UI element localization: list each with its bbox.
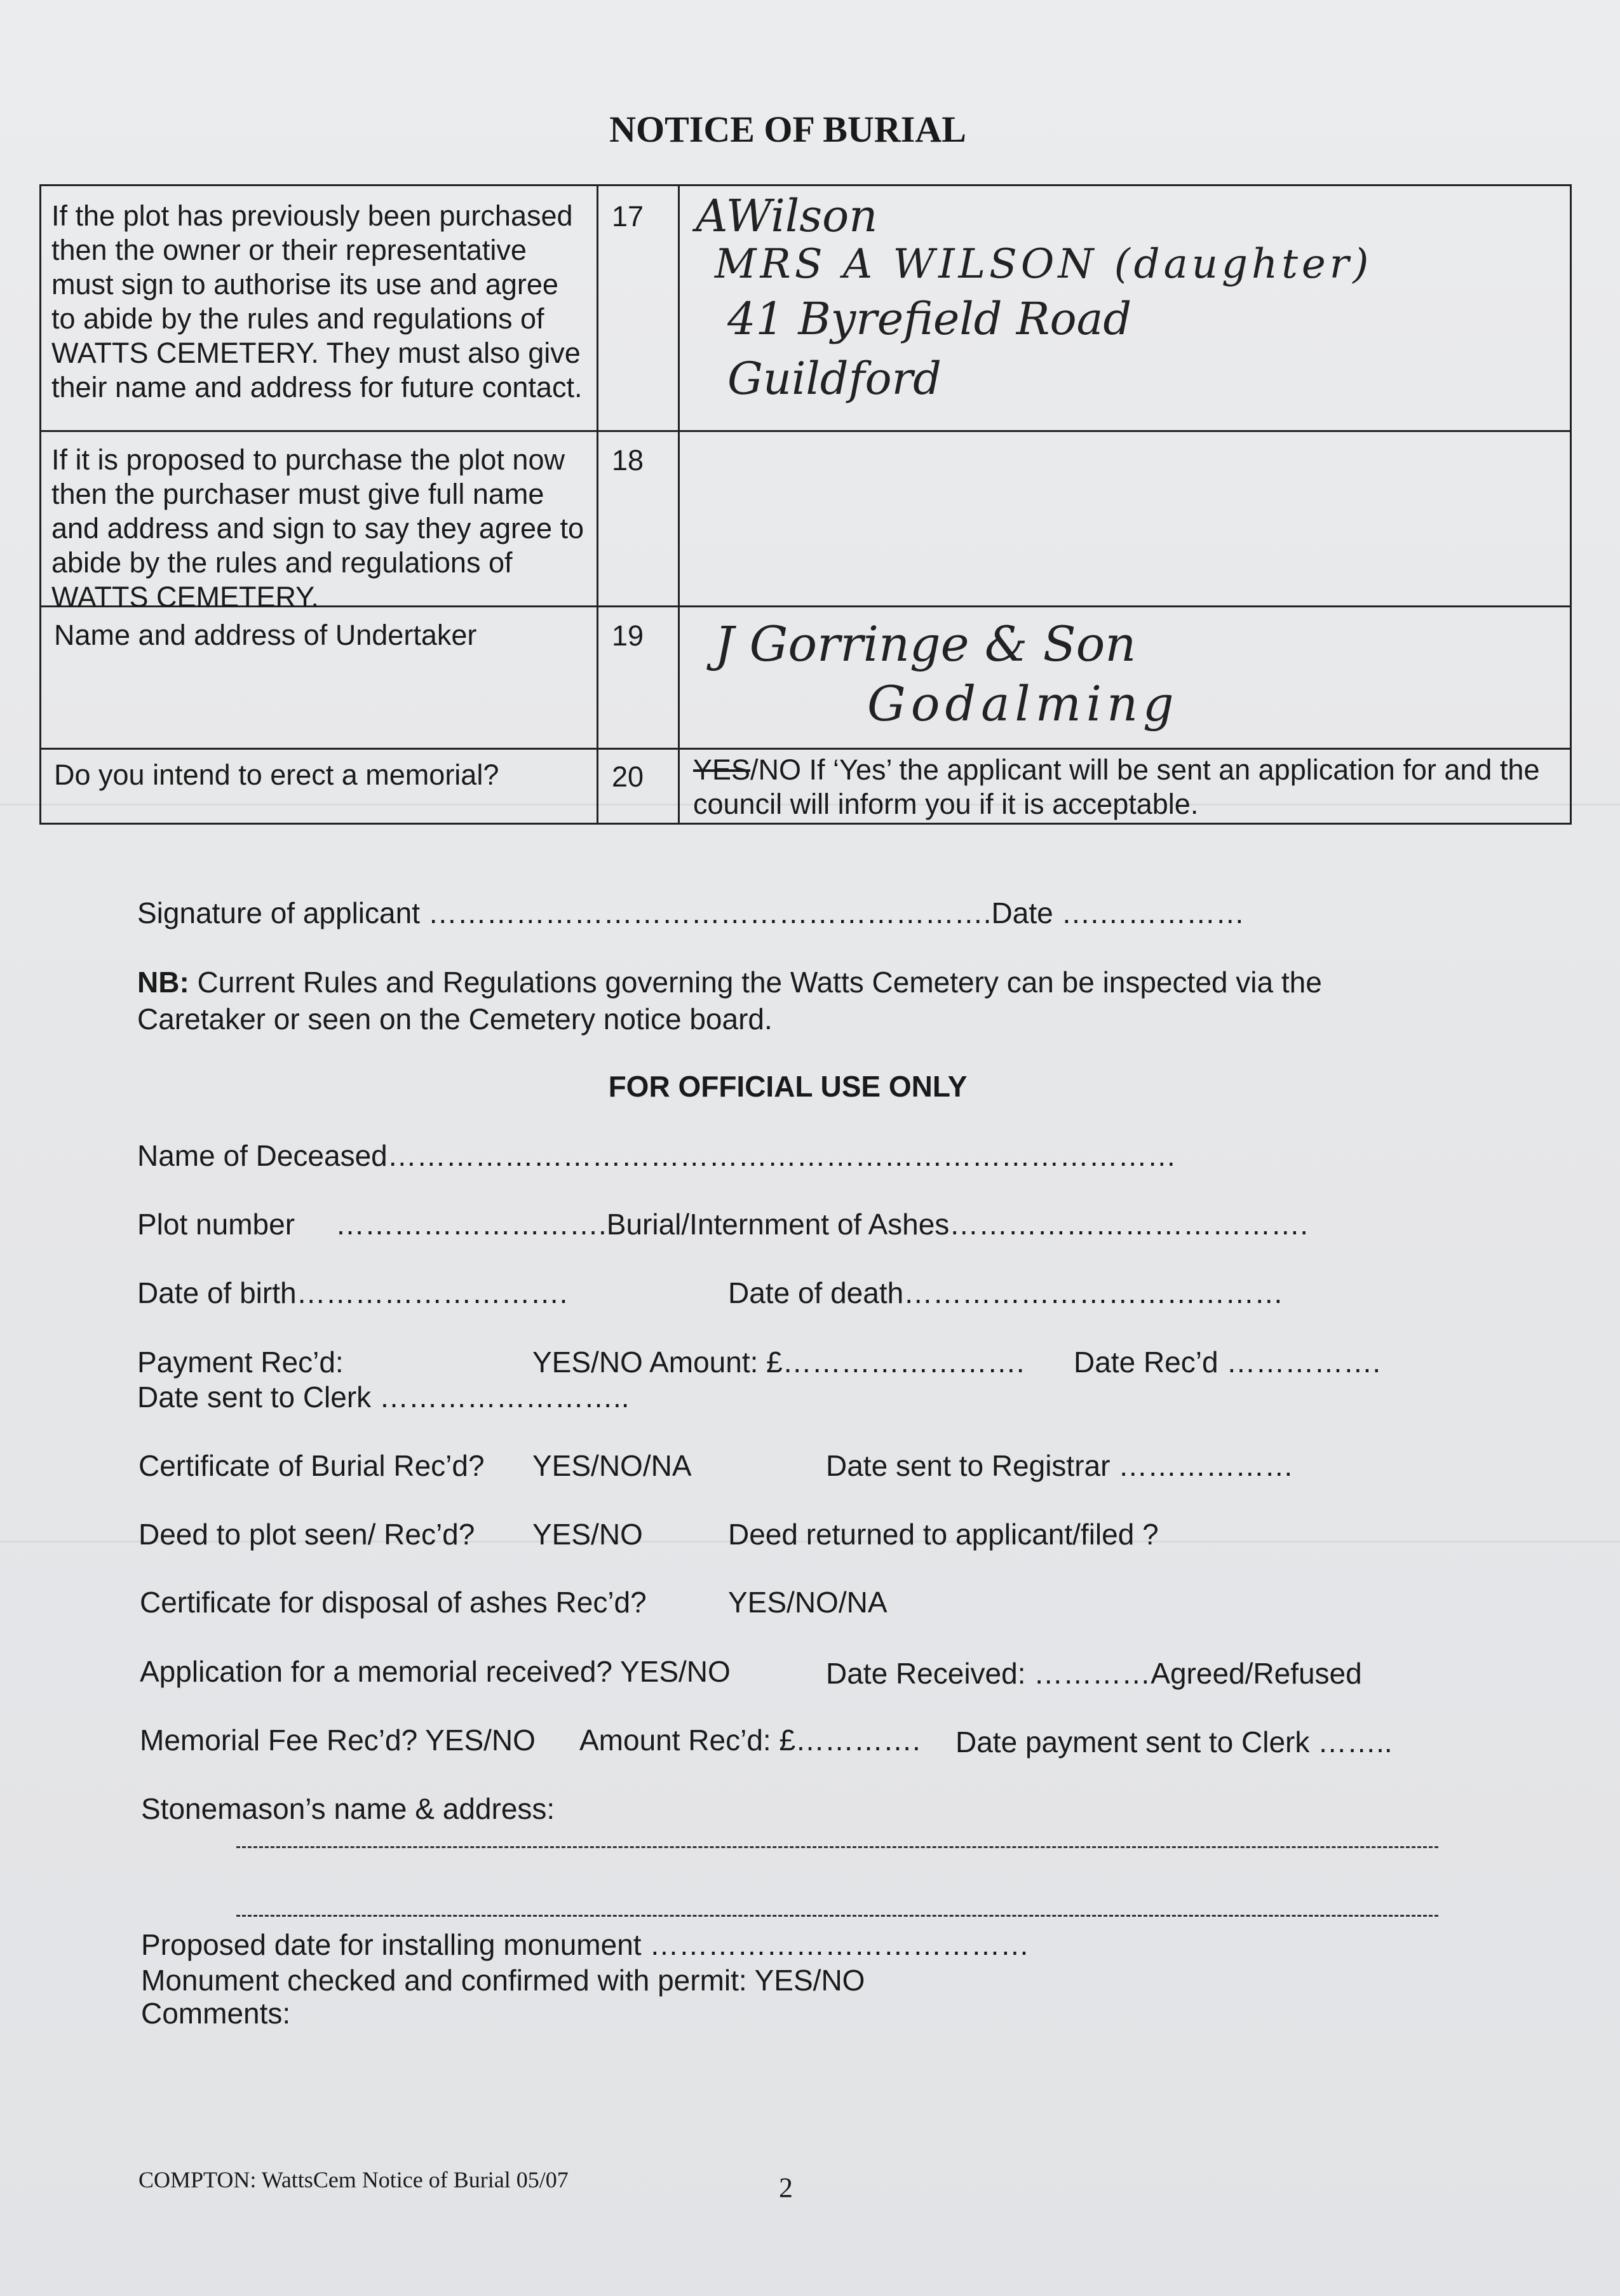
date-received: Date Rec’d ……………. — [1074, 1346, 1381, 1379]
page-title: NOTICE OF BURIAL — [609, 109, 966, 150]
row-20-number: 20 — [612, 760, 644, 793]
deed-to-plot-answer: YES/NO — [532, 1518, 643, 1551]
memorial-date-received: Date Received: …………Agreed/Refused — [826, 1657, 1362, 1690]
certificate-disposal-ashes: Certificate for disposal of ashes Rec’d? — [140, 1586, 647, 1619]
burial-internment-field: ……………………….Burial/Internment of Ashes………………………………. — [335, 1208, 1309, 1241]
nb-label: NB: — [137, 966, 189, 999]
stonemason-dashed-line — [236, 1915, 1438, 1917]
plot-number-label: Plot number — [137, 1208, 295, 1241]
row-divider — [41, 430, 1570, 432]
row-17-question: If the plot has previously been purchased then the owner or their representative must sign to authorise its use and agree to abide by the rules and regulations of WATTS CEMETERY. They must also give their name and address for future contact. — [51, 199, 583, 403]
undertaker-name: J Gorringe & Son — [715, 616, 1137, 672]
deed-returned: Deed returned to applicant/filed ? — [728, 1518, 1159, 1551]
row-17-number: 17 — [612, 200, 644, 233]
date-sent-to-registrar: Date sent to Registrar ……………… — [826, 1449, 1294, 1482]
official-use-heading: FOR OFFICIAL USE ONLY — [608, 1070, 968, 1103]
signature-line: Signature of applicant ………………………………………………….Date ….…………… — [137, 896, 1245, 929]
payment-amount: YES/NO Amount: £……………………. — [532, 1346, 1025, 1379]
yes-struck-through: YES — [693, 753, 751, 786]
nb-note — [137, 964, 1408, 1037]
owner-signature: AWilson — [696, 190, 878, 242]
date-sent-to-clerk: Date sent to Clerk …………………….. — [137, 1381, 630, 1414]
memorial-fee: Memorial Fee Rec’d? YES/NO — [140, 1724, 536, 1757]
owner-name: MRS A WILSON (daughter) — [715, 241, 1373, 288]
owner-address-line1: 41 Byrefield Road — [727, 293, 1132, 345]
row-19-number: 19 — [612, 619, 644, 652]
stonemason-label: Stonemason’s name & address: — [141, 1792, 555, 1825]
row-18-question: If it is proposed to purchase the plot now then the purchaser must give full name and address and sign to say they agree to abide by the rules and regulations of WATTS CEMETERY. — [51, 443, 584, 613]
name-of-deceased: Name of Deceased……………………………………………………………………… — [137, 1139, 1177, 1172]
column-divider — [678, 186, 680, 823]
memorial-answer-text: /NO If ‘Yes’ the applicant will be sent an application for and the council will inform you if it is acceptable. — [693, 753, 1540, 820]
undertaker-address: Godalming — [867, 675, 1179, 732]
owner-address-line2: Guildford — [727, 353, 942, 405]
certificate-disposal-ashes-answer: YES/NO/NA — [728, 1586, 888, 1619]
monument-checked: Monument checked and confirmed with permit: YES/NO — [141, 1964, 865, 1997]
certificate-of-burial: Certificate of Burial Rec’d? — [138, 1449, 485, 1482]
memorial-answer — [693, 753, 1563, 821]
column-divider — [597, 186, 598, 823]
deed-to-plot: Deed to plot seen/ Rec’d? — [138, 1518, 475, 1551]
nb-text: Current Rules and Regulations governing the Watts Cemetery can be inspected via the Caretaker or seen on the Cemetery notice board. — [137, 966, 1322, 1036]
row-19-question: Name and address of Undertaker — [54, 619, 477, 651]
memorial-application: Application for a memorial received? YES/NO — [140, 1655, 731, 1688]
memorial-amount: Amount Rec’d: £…………. — [579, 1724, 921, 1757]
burial-table — [39, 184, 1572, 825]
stonemason-dashed-line — [236, 1846, 1438, 1848]
footer-reference: COMPTON: WattsCem Notice of Burial 05/07 — [138, 2167, 569, 2192]
payment-label: Payment Rec’d: — [137, 1346, 344, 1379]
row-18-number: 18 — [612, 444, 644, 476]
certificate-of-burial-answer: YES/NO/NA — [532, 1449, 692, 1482]
comments-label: Comments: — [141, 1997, 291, 2030]
page-number: 2 — [779, 2172, 793, 2203]
date-of-birth: Date of birth………………………. — [137, 1276, 568, 1309]
row-20-question: Do you intend to erect a memorial? — [54, 759, 499, 791]
proposed-install-date: Proposed date for installing monument ………………………………… — [141, 1928, 1030, 1961]
date-payment-sent: Date payment sent to Clerk …….. — [955, 1725, 1393, 1759]
row-divider — [41, 748, 1570, 750]
date-of-death: Date of death………………………………… — [728, 1276, 1284, 1309]
